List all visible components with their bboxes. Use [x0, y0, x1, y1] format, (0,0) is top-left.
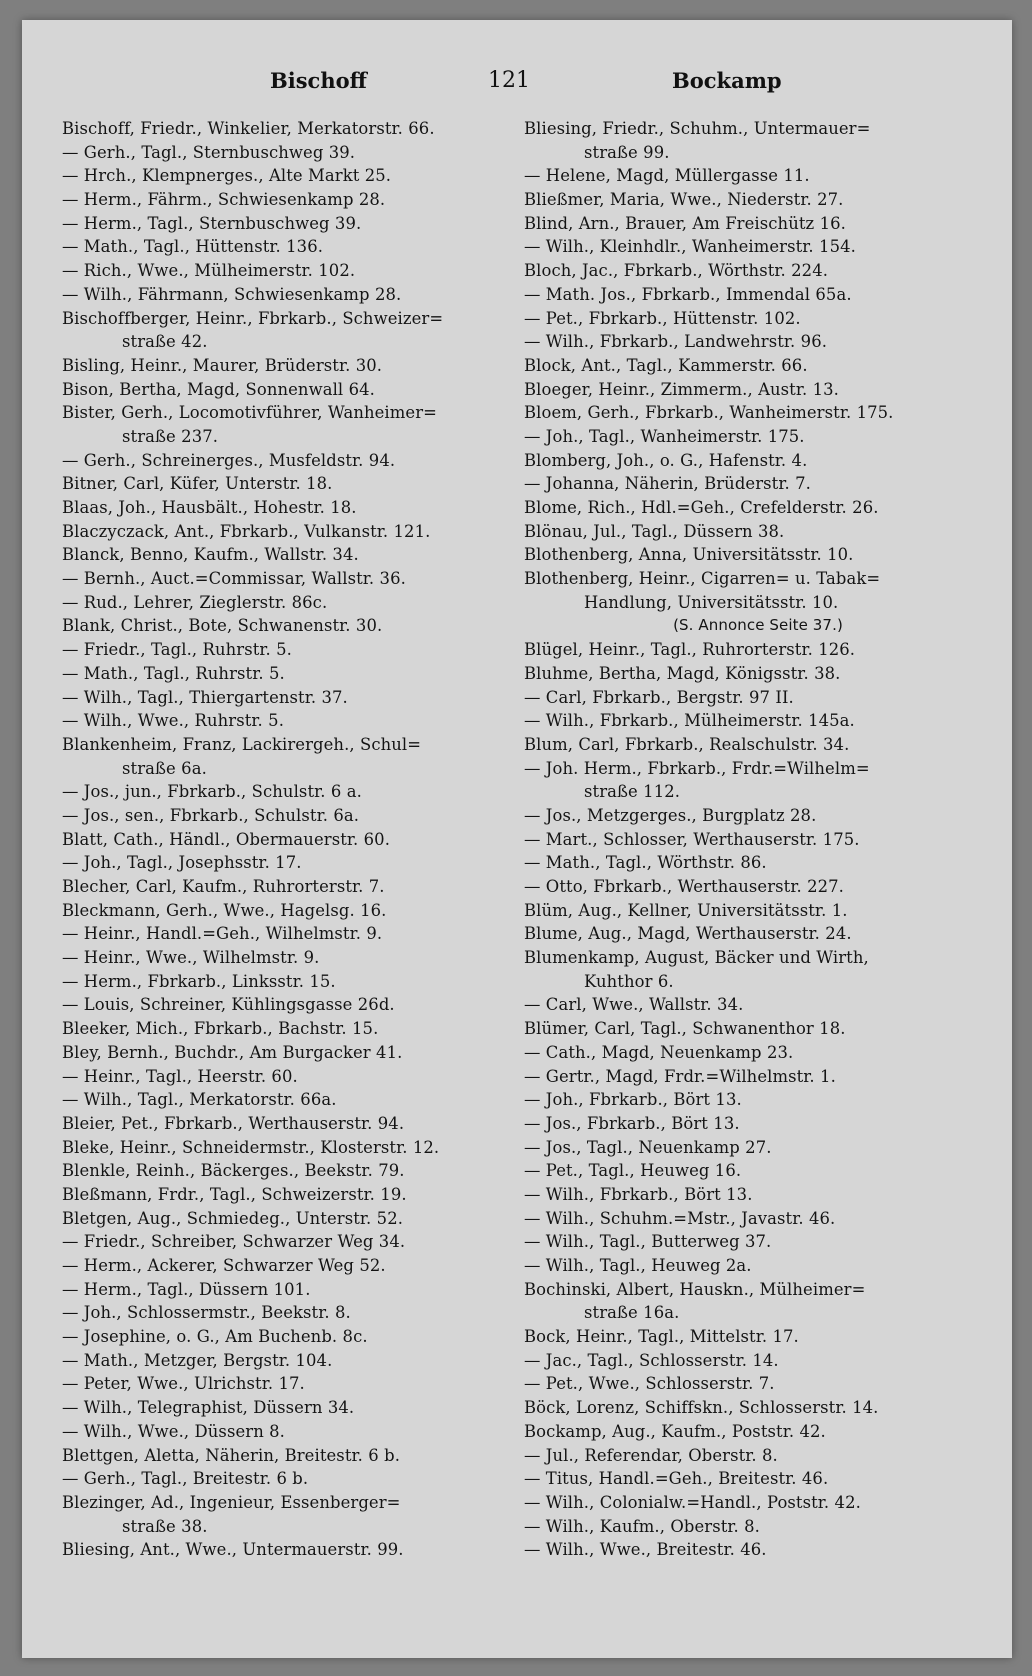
header-first-name: Bischoff: [270, 68, 367, 93]
directory-entry-line: Bletgen, Aug., Schmiedeg., Unterstr. 52.: [62, 1208, 404, 1228]
directory-entry-line: — Math. Jos., Fbrkarb., Immendal 65a.: [524, 284, 852, 304]
left-column: [62, 117, 510, 1562]
directory-entry-line: Blume, Aug., Magd, Werthauserstr. 24.: [524, 924, 852, 944]
directory-entry-line: Blind, Arn., Brauer, Am Freischütz 16.: [524, 213, 846, 233]
directory-entry-line: — Josephine, o. G., Am Buchenb. 8c.: [62, 1327, 368, 1347]
directory-entry-line: straße 42.: [122, 332, 208, 352]
directory-entry-line: Bliesing, Friedr., Schuhm., Untermauer=: [524, 119, 871, 138]
directory-entry-line: — Wilh., Fbrkarb., Landwehrstr. 96.: [524, 332, 828, 352]
directory-entry-line: straße 16a.: [584, 1303, 680, 1323]
directory-entry-line: Bischoff, Friedr., Winkelier, Merkatorstr. 66.: [62, 119, 435, 138]
page-number: 121: [488, 68, 530, 93]
directory-entry-line: Blank, Christ., Bote, Schwanenstr. 30.: [62, 616, 383, 636]
directory-entry-line: Block, Ant., Tagl., Kammerstr. 66.: [524, 355, 808, 375]
directory-entry-line: — Joh., Tagl., Wanheimerstr. 175.: [524, 426, 805, 446]
directory-entry-line: Blatt, Cath., Händl., Obermauerstr. 60.: [62, 829, 391, 849]
directory-entry-line: straße 237.: [122, 426, 219, 446]
directory-entry-line: — Joh., Fbrkarb., Bört 13.: [524, 1090, 742, 1110]
directory-entry-line: — Pet., Wwe., Schlosserstr. 7.: [524, 1374, 775, 1394]
directory-entry-line: straße 99.: [584, 142, 670, 162]
directory-entry-line: — Gerh., Tagl., Breitestr. 6 b.: [62, 1469, 309, 1489]
directory-entry-line: — Johanna, Näherin, Brüderstr. 7.: [524, 474, 811, 494]
directory-entry-line: Bleke, Heinr., Schneidermstr., Klosterstr. 12.: [62, 1137, 440, 1157]
directory-entry-line: — Otto, Fbrkarb., Werthauserstr. 227.: [524, 877, 844, 896]
directory-entry-line: — Carl, Fbrkarb., Bergstr. 97 II.: [524, 687, 794, 707]
directory-entry-line: Blezinger, Ad., Ingenieur, Essenberger=: [62, 1492, 401, 1512]
directory-entry-line: Bluhme, Bertha, Magd, Königsstr. 38.: [524, 663, 841, 683]
header-last-name: Bockamp: [672, 68, 782, 93]
directory-entry-line: — Heinr., Tagl., Heerstr. 60.: [62, 1066, 298, 1086]
directory-entry-line: — Hrch., Klempnerges., Alte Markt 25.: [62, 166, 392, 186]
directory-entry-line: straße 38.: [122, 1516, 208, 1536]
directory-entry-line: Blaczyczack, Ant., Fbrkarb., Vulkanstr. 121.: [62, 521, 431, 541]
directory-entry-line: — Helene, Magd, Müllergasse 11.: [524, 166, 810, 186]
directory-entry-line: — Wilh., Tagl., Heuweg 2a.: [524, 1256, 752, 1275]
directory-entry-line: Handlung, Universitätsstr. 10.: [584, 592, 839, 612]
directory-entry-line: — Wilh., Kleinhdlr., Wanheimerstr. 154.: [524, 237, 856, 257]
directory-entry-line: — Wilh., Fährmann, Schwiesenkamp 28.: [62, 284, 402, 304]
directory-entry-line: — Friedr., Tagl., Ruhrstr. 5.: [62, 640, 292, 660]
right-column: [524, 117, 992, 1562]
directory-entry-line: — Herm., Tagl., Sternbuschweg 39.: [62, 213, 362, 233]
directory-entry-line: Blankenheim, Franz, Lackirergeh., Schul=: [62, 734, 422, 754]
directory-entry-line: Blumenkamp, August, Bäcker und Wirth,: [524, 948, 869, 968]
directory-entry-line: Blomberg, Joh., o. G., Hafenstr. 4.: [524, 450, 808, 470]
directory-entry-line: Blothenberg, Anna, Universitätsstr. 10.: [524, 545, 854, 565]
directory-entry-line: Blettgen, Aletta, Näherin, Breitestr. 6 b.: [62, 1445, 400, 1465]
directory-entry-line: — Peter, Wwe., Ulrichstr. 17.: [62, 1374, 305, 1394]
directory-entry-line: Blothenberg, Heinr., Cigarren= u. Tabak=: [524, 569, 881, 589]
directory-entry-line: Bloem, Gerh., Fbrkarb., Wanheimerstr. 175.: [524, 403, 894, 423]
directory-entry-line: — Friedr., Schreiber, Schwarzer Weg 34.: [62, 1232, 406, 1252]
directory-entry-line: Blügel, Heinr., Tagl., Ruhrorterstr. 126.: [524, 640, 856, 660]
directory-entry-line: — Herm., Fährm., Schwiesenkamp 28.: [62, 190, 386, 210]
directory-entry-line: — Wilh., Fbrkarb., Mülheimerstr. 145a.: [524, 711, 855, 731]
directory-entry-line: — Wilh., Tagl., Butterweg 37.: [524, 1232, 772, 1252]
directory-entry-line: — Jos., sen., Fbrkarb., Schulstr. 6a.: [62, 805, 360, 825]
directory-entry-line: — Wilh., Telegraphist, Düssern 34.: [62, 1398, 355, 1418]
directory-entry-line: — Math., Tagl., Wörthstr. 86.: [524, 853, 767, 873]
directory-entry-line: — Wilh., Wwe., Ruhrstr. 5.: [62, 711, 285, 731]
directory-entry-line: — Titus, Handl.=Geh., Breitestr. 46.: [524, 1469, 829, 1489]
directory-entry-line: Bliesing, Ant., Wwe., Untermauerstr. 99.: [62, 1540, 404, 1560]
directory-entry-line: Blaas, Joh., Hausbält., Hohestr. 18.: [62, 498, 357, 517]
directory-entry-line: — Math., Metzger, Bergstr. 104.: [62, 1350, 333, 1370]
directory-entry-line: Blanck, Benno, Kaufm., Wallstr. 34.: [62, 545, 359, 565]
directory-entry-line: — Cath., Magd, Neuenkamp 23.: [524, 1042, 794, 1062]
directory-entry-line: — Wilh., Schuhm.=Mstr., Javastr. 46.: [524, 1208, 836, 1228]
directory-page: [22, 20, 1012, 1658]
directory-entry-line: — Wilh., Tagl., Merkatorstr. 66a.: [62, 1090, 337, 1110]
directory-entry-line: Bockamp, Aug., Kaufm., Poststr. 42.: [524, 1421, 826, 1441]
directory-entry-line: Bischoffberger, Heinr., Fbrkarb., Schweizer=: [62, 308, 444, 328]
directory-entry-line: Bley, Bernh., Buchdr., Am Burgacker 41.: [62, 1042, 403, 1062]
directory-entry-line: — Math., Tagl., Ruhrstr. 5.: [62, 663, 285, 683]
directory-entry-line: Bleeker, Mich., Fbrkarb., Bachstr. 15.: [62, 1019, 379, 1039]
directory-entry-line: — Mart., Schlosser, Werthauserstr. 175.: [524, 829, 860, 849]
directory-entry-line: — Wilh., Tagl., Thiergartenstr. 37.: [62, 687, 348, 707]
directory-entry-line: — Pet., Tagl., Heuweg 16.: [524, 1161, 742, 1181]
directory-entry-line: straße 6a.: [122, 758, 207, 778]
directory-entry-line: Bisling, Heinr., Maurer, Brüderstr. 30.: [62, 355, 383, 375]
directory-entry-line: — Jos., jun., Fbrkarb., Schulstr. 6 a.: [62, 782, 362, 802]
directory-entry-line: Blönau, Jul., Tagl., Düssern 38.: [524, 521, 785, 541]
directory-entry-line: Blum, Carl, Fbrkarb., Realschulstr. 34.: [524, 734, 850, 754]
directory-entry-line: Bließmer, Maria, Wwe., Niederstr. 27.: [524, 190, 844, 210]
directory-entry-line: — Math., Tagl., Hüttenstr. 136.: [62, 237, 324, 257]
directory-entry-line: — Herm., Tagl., Düssern 101.: [62, 1279, 311, 1299]
directory-entry-line: — Pet., Fbrkarb., Hüttenstr. 102.: [524, 308, 801, 328]
directory-entry-line: — Herm., Fbrkarb., Linksstr. 15.: [62, 971, 336, 991]
directory-entry-line: — Jos., Tagl., Neuenkamp 27.: [524, 1137, 772, 1157]
directory-entry-line: Blümer, Carl, Tagl., Schwanenthor 18.: [524, 1019, 846, 1039]
directory-entry-line: Bock, Heinr., Tagl., Mittelstr. 17.: [524, 1327, 799, 1347]
directory-entry-line: Bleßmann, Frdr., Tagl., Schweizerstr. 19.: [62, 1184, 407, 1204]
directory-entry-line: — Carl, Wwe., Wallstr. 34.: [524, 995, 744, 1015]
directory-entry-line: — Gertr., Magd, Frdr.=Wilhelmstr. 1.: [524, 1066, 836, 1086]
directory-entry-line: (S. Annonce Seite 37.): [673, 616, 843, 635]
directory-entry-line: — Jos., Metzgerges., Burgplatz 28.: [524, 805, 817, 825]
directory-entry-line: — Heinr., Handl.=Geh., Wilhelmstr. 9.: [62, 924, 383, 944]
directory-entry-line: Bister, Gerh., Locomotivführer, Wanheimer=: [62, 403, 437, 423]
directory-entry-line: Blecher, Carl, Kaufm., Ruhrorterstr. 7.: [62, 877, 385, 896]
directory-entry-line: — Jos., Fbrkarb., Bört 13.: [524, 1113, 740, 1133]
directory-entry-line: — Joh., Tagl., Josephsstr. 17.: [62, 853, 302, 873]
directory-entry-line: — Wilh., Kaufm., Oberstr. 8.: [524, 1516, 760, 1536]
directory-entry-line: Böck, Lorenz, Schiffskn., Schlosserstr. 14.: [524, 1398, 879, 1418]
directory-entry-line: — Gerh., Tagl., Sternbuschweg 39.: [62, 142, 356, 162]
directory-entry-line: — Joh. Herm., Fbrkarb., Frdr.=Wilhelm=: [524, 758, 870, 778]
directory-entry-line: Blenkle, Reinh., Bäckerges., Beekstr. 79.: [62, 1161, 405, 1181]
directory-entry-line: — Herm., Ackerer, Schwarzer Weg 52.: [62, 1256, 386, 1275]
directory-entry-line: — Wilh., Wwe., Düssern 8.: [62, 1421, 285, 1441]
directory-entry-line: — Louis, Schreiner, Kühlingsgasse 26d.: [62, 995, 395, 1015]
directory-entry-line: — Gerh., Schreinerges., Musfeldstr. 94.: [62, 450, 396, 470]
directory-entry-line: — Jul., Referendar, Oberstr. 8.: [524, 1445, 778, 1465]
directory-entry-line: — Heinr., Wwe., Wilhelmstr. 9.: [62, 948, 320, 968]
directory-entry-line: Kuhthor 6.: [584, 971, 674, 991]
directory-entry-line: — Wilh., Wwe., Breitestr. 46.: [524, 1540, 767, 1560]
directory-entry-line: straße 112.: [584, 782, 681, 802]
directory-entry-line: — Bernh., Auct.=Commissar, Wallstr. 36.: [62, 569, 406, 589]
directory-entry-line: — Wilh., Fbrkarb., Bört 13.: [524, 1184, 753, 1204]
directory-entry-line: Bleckmann, Gerh., Wwe., Hagelsg. 16.: [62, 900, 387, 920]
directory-entry-line: Blüm, Aug., Kellner, Universitätsstr. 1.: [524, 900, 848, 920]
page-header: [22, 68, 1012, 102]
directory-entry-line: Bleier, Pet., Fbrkarb., Werthauserstr. 94.: [62, 1113, 405, 1133]
directory-entry-line: — Rud., Lehrer, Zieglerstr. 86c.: [62, 592, 328, 612]
directory-entry-line: — Joh., Schlossermstr., Beekstr. 8.: [62, 1303, 351, 1323]
directory-entry-line: Bloch, Jac., Fbrkarb., Wörthstr. 224.: [524, 261, 829, 281]
directory-entry-line: Bitner, Carl, Küfer, Unterstr. 18.: [62, 474, 333, 494]
directory-entry-line: Bloeger, Heinr., Zimmerm., Austr. 13.: [524, 379, 839, 399]
directory-entry-line: Bochinski, Albert, Hauskn., Mülheimer=: [524, 1279, 866, 1299]
directory-entry-line: — Jac., Tagl., Schlosserstr. 14.: [524, 1350, 779, 1370]
directory-entry-line: — Rich., Wwe., Mülheimerstr. 102.: [62, 261, 356, 281]
directory-entry-line: Blome, Rich., Hdl.=Geh., Crefelderstr. 26.: [524, 498, 879, 517]
directory-entry-line: — Wilh., Colonialw.=Handl., Poststr. 42.: [524, 1492, 861, 1512]
directory-entry-line: Bison, Bertha, Magd, Sonnenwall 64.: [62, 379, 375, 399]
